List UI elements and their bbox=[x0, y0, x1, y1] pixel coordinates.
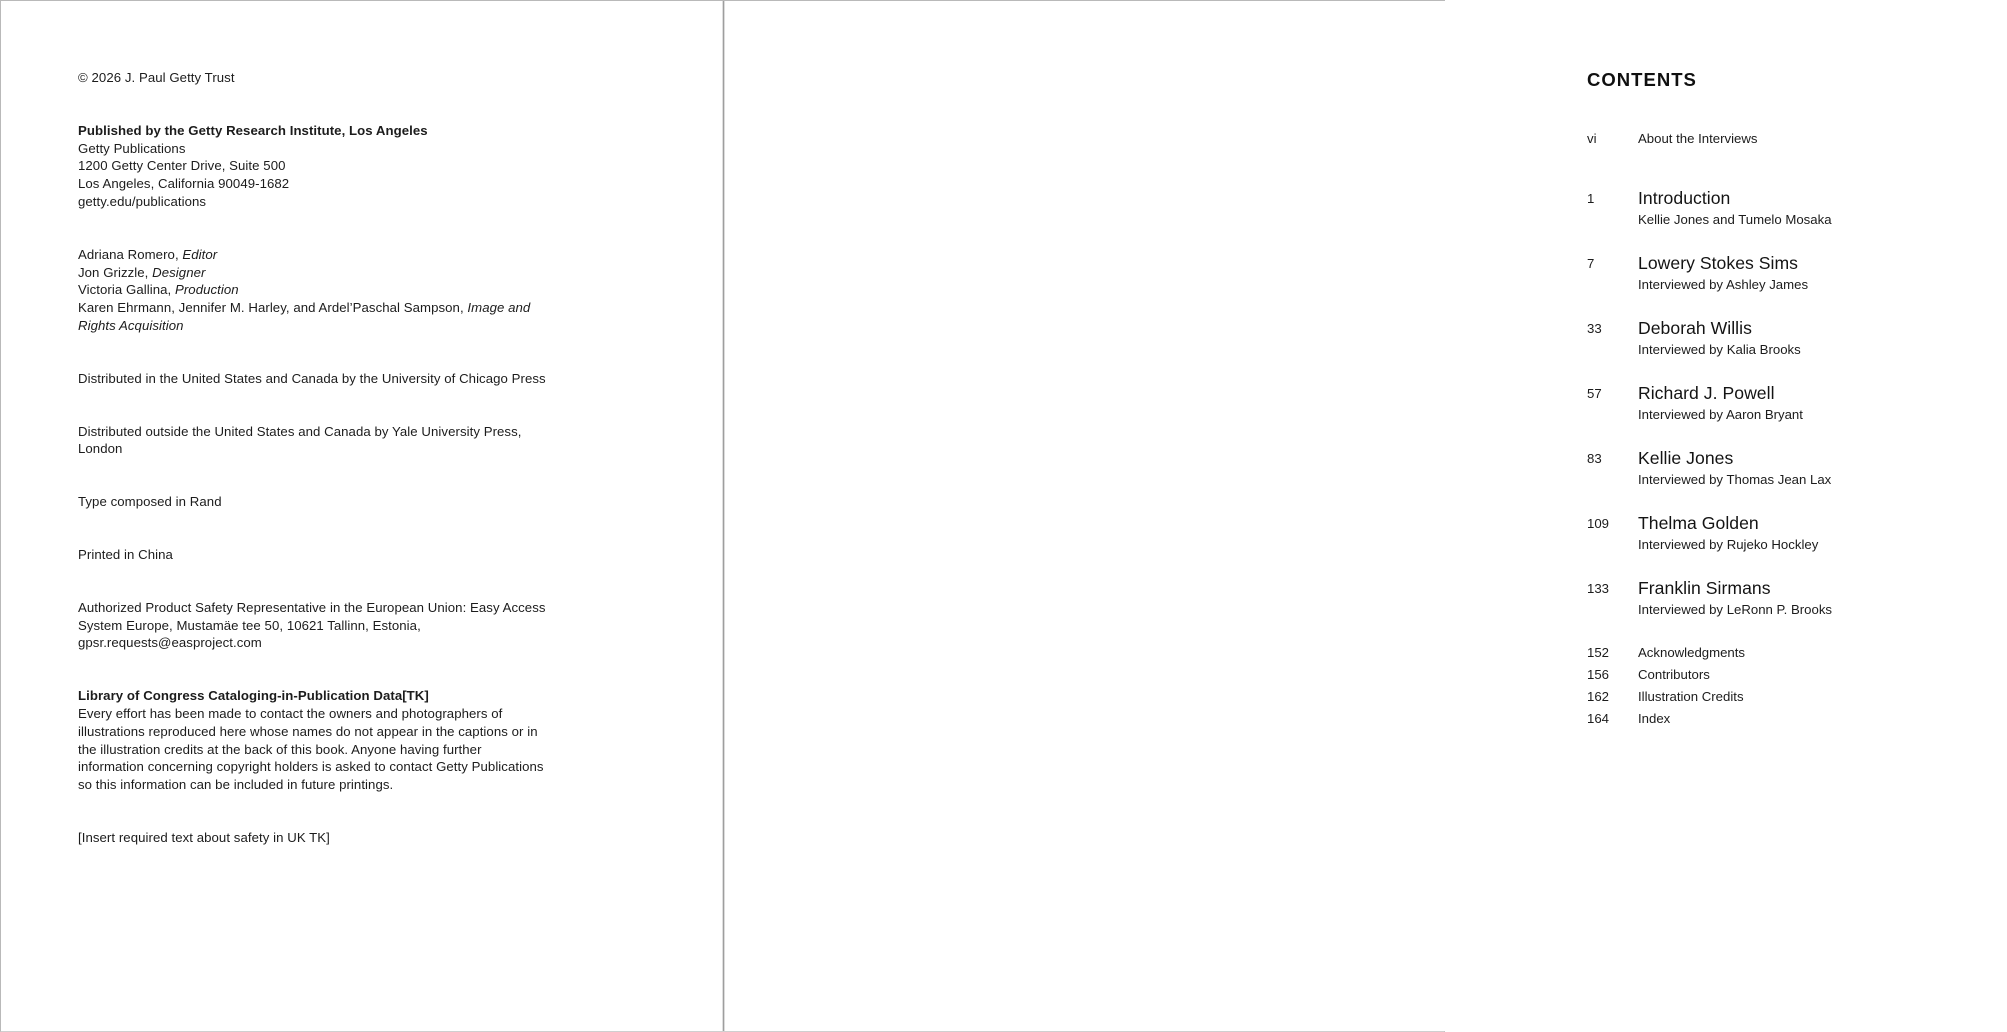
publisher-block bbox=[78, 122, 548, 211]
toc-entry-body bbox=[1638, 686, 2007, 708]
colophon-text-column bbox=[78, 69, 548, 847]
toc-entry-richard-j-powell[interactable] bbox=[1587, 382, 2007, 424]
eu-representative-text: Authorized Product Safety Representative in the European Union: Easy Access System Europe, Mustamäe tee 50, 10621 Tallinn, Estonia, gpsr.requests@easproject.com bbox=[78, 599, 546, 651]
toc-page-number: 133 bbox=[1587, 581, 1610, 596]
toc-entry-body bbox=[1638, 664, 2007, 686]
toc-page-number: vi bbox=[1587, 131, 1597, 146]
loc-heading-text: Library of Congress Cataloging-in-Publication Data[TK] bbox=[78, 688, 429, 704]
distribution-us-text: Distributed in the United States and Canada by the University of Chicago Press bbox=[78, 370, 546, 386]
typeface-text: Type composed in Rand bbox=[78, 494, 222, 510]
credit-image-rights-role: Image and Rights Acquisition bbox=[78, 300, 531, 333]
toc-page-number: 7 bbox=[1587, 256, 1595, 271]
toc-entry-subtitle: Interviewed by Rujeko Hockley bbox=[1638, 537, 1819, 552]
toc-page-number: 162 bbox=[1587, 689, 1610, 704]
credits-block bbox=[78, 246, 548, 335]
credit-editor-role: Editor bbox=[182, 246, 218, 262]
toc-entry-thelma-golden[interactable] bbox=[1587, 512, 2007, 554]
credit-production bbox=[78, 281, 548, 299]
toc-entry-body bbox=[1638, 708, 2007, 730]
toc-entry-body bbox=[1638, 252, 2007, 294]
toc-page-number: 156 bbox=[1587, 667, 1610, 682]
credit-image-rights-name: Karen Ehrmann, Jennifer M. Harley, and Ardel’Paschal Sampson, bbox=[78, 300, 464, 316]
toc-page-number: 57 bbox=[1587, 386, 1602, 401]
credit-designer-name: Jon Grizzle, bbox=[78, 264, 149, 280]
distribution-intl-block bbox=[78, 423, 548, 459]
toc-entry-acknowledgments[interactable] bbox=[1587, 642, 2007, 664]
toc-entry-label: Index bbox=[1638, 711, 1671, 726]
toc-entry-label: Illustration Credits bbox=[1638, 689, 1744, 704]
toc-entry-label: Acknowledgments bbox=[1638, 645, 1746, 660]
toc-page-number: 164 bbox=[1587, 711, 1610, 726]
toc-page-number: 109 bbox=[1587, 516, 1610, 531]
toc-entry-title: Thelma Golden bbox=[1638, 513, 1759, 533]
publisher-line-1: Getty Publications bbox=[78, 140, 186, 156]
credit-image-rights bbox=[78, 299, 548, 335]
credit-editor-name: Adriana Romero, bbox=[78, 246, 179, 262]
right-page-contents bbox=[725, 1, 1833, 1031]
toc-entry-title: Deborah Willis bbox=[1638, 318, 1752, 338]
toc-page-number: 152 bbox=[1587, 645, 1610, 660]
toc-page-number: 83 bbox=[1587, 451, 1602, 466]
toc-entry-deborah-willis[interactable] bbox=[1587, 317, 2007, 359]
toc-back-matter-list bbox=[1587, 642, 2007, 730]
toc-entry-franklin-sirmans[interactable] bbox=[1587, 577, 2007, 619]
toc-entry-contributors[interactable] bbox=[1587, 664, 2007, 686]
toc-entry-body bbox=[1638, 187, 2007, 229]
toc-entry-subtitle: Interviewed by Aaron Bryant bbox=[1638, 407, 1803, 422]
uk-placeholder-block bbox=[78, 829, 548, 847]
copyright-line bbox=[78, 69, 548, 87]
toc-entry-subtitle: Interviewed by LeRonn P. Brooks bbox=[1638, 602, 1833, 617]
left-page-copyright bbox=[1, 1, 722, 1031]
eu-representative-block bbox=[78, 599, 548, 652]
contents-heading: CONTENTS bbox=[1587, 69, 1697, 90]
loc-heading bbox=[78, 687, 548, 705]
toc-entry-title: Introduction bbox=[1638, 188, 1731, 208]
toc-entry-title: Richard J. Powell bbox=[1638, 383, 1775, 403]
toc-entry-body bbox=[1638, 447, 2007, 489]
toc-entry-kellie-jones[interactable] bbox=[1587, 447, 2007, 489]
credit-designer-role: Designer bbox=[152, 264, 206, 280]
uk-placeholder-text: [Insert required text about safety in UK TK] bbox=[78, 829, 330, 845]
table-of-contents bbox=[1587, 69, 2007, 730]
toc-entry-body bbox=[1638, 382, 2007, 424]
toc-entry-subtitle: Interviewed by Ashley James bbox=[1638, 277, 1809, 292]
toc-entry-body bbox=[1638, 129, 2007, 148]
loc-block bbox=[78, 687, 548, 794]
typeface-block bbox=[78, 493, 548, 511]
toc-entry-lowery-stokes-sims[interactable] bbox=[1587, 252, 2007, 294]
credit-designer bbox=[78, 264, 548, 282]
toc-entry-body bbox=[1638, 577, 2007, 619]
copyright-text: © 2026 J. Paul Getty Trust bbox=[78, 70, 235, 85]
toc-entry-illustration-credits[interactable] bbox=[1587, 686, 2007, 708]
credit-production-role: Production bbox=[174, 282, 239, 298]
toc-entry-title: Franklin Sirmans bbox=[1638, 578, 1771, 598]
toc-entry-title: Kellie Jones bbox=[1638, 448, 1734, 468]
publisher-heading bbox=[78, 122, 548, 140]
toc-entry-index[interactable] bbox=[1587, 708, 2007, 730]
toc-entry-subtitle: Kellie Jones and Tumelo Mosaka bbox=[1638, 212, 1832, 227]
credit-production-name: Victoria Gallina, bbox=[78, 282, 172, 298]
toc-entry-title: Lowery Stokes Sims bbox=[1638, 253, 1799, 273]
toc-section-gap bbox=[1587, 170, 2007, 187]
publisher-line-3: Los Angeles, California 90049-1682 bbox=[78, 176, 290, 192]
printed-block bbox=[78, 546, 548, 564]
toc-entry-body bbox=[1638, 642, 2007, 664]
printed-text: Printed in China bbox=[78, 546, 173, 562]
publisher-line-2: 1200 Getty Center Drive, Suite 500 bbox=[78, 158, 286, 174]
toc-entry-introduction[interactable] bbox=[1587, 187, 2007, 229]
publisher-heading-text: Published by the Getty Research Institute, Los Angeles bbox=[78, 122, 428, 138]
publisher-website: getty.edu/publications bbox=[78, 193, 207, 209]
toc-entry-body bbox=[1638, 317, 2007, 359]
toc-entry-subtitle: Interviewed by Kalia Brooks bbox=[1638, 342, 1801, 357]
distribution-us-block bbox=[78, 370, 548, 388]
toc-entry-body bbox=[1638, 512, 2007, 554]
toc-entry-label: About the Interviews bbox=[1638, 131, 1758, 146]
toc-page-number: 1 bbox=[1587, 191, 1595, 206]
loc-body-text: Every effort has been made to contact the owners and photographers of illustrations reproduced here whose names do not appear in the captions or in the illustration credits at the back of this book. Anyone having further information concerning copyright holders is asked to contact Getty Publications so this information can be included in future printings. bbox=[78, 705, 544, 793]
distribution-intl-text: Distributed outside the United States and Canada by Yale University Press, London bbox=[78, 423, 522, 457]
credit-editor bbox=[78, 246, 548, 264]
toc-entry-subtitle: Interviewed by Thomas Jean Lax bbox=[1638, 472, 1832, 487]
toc-entry-label: Contributors bbox=[1638, 667, 1710, 682]
toc-entry-about-the-interviews[interactable] bbox=[1587, 129, 2007, 148]
toc-page-number: 33 bbox=[1587, 321, 1602, 336]
